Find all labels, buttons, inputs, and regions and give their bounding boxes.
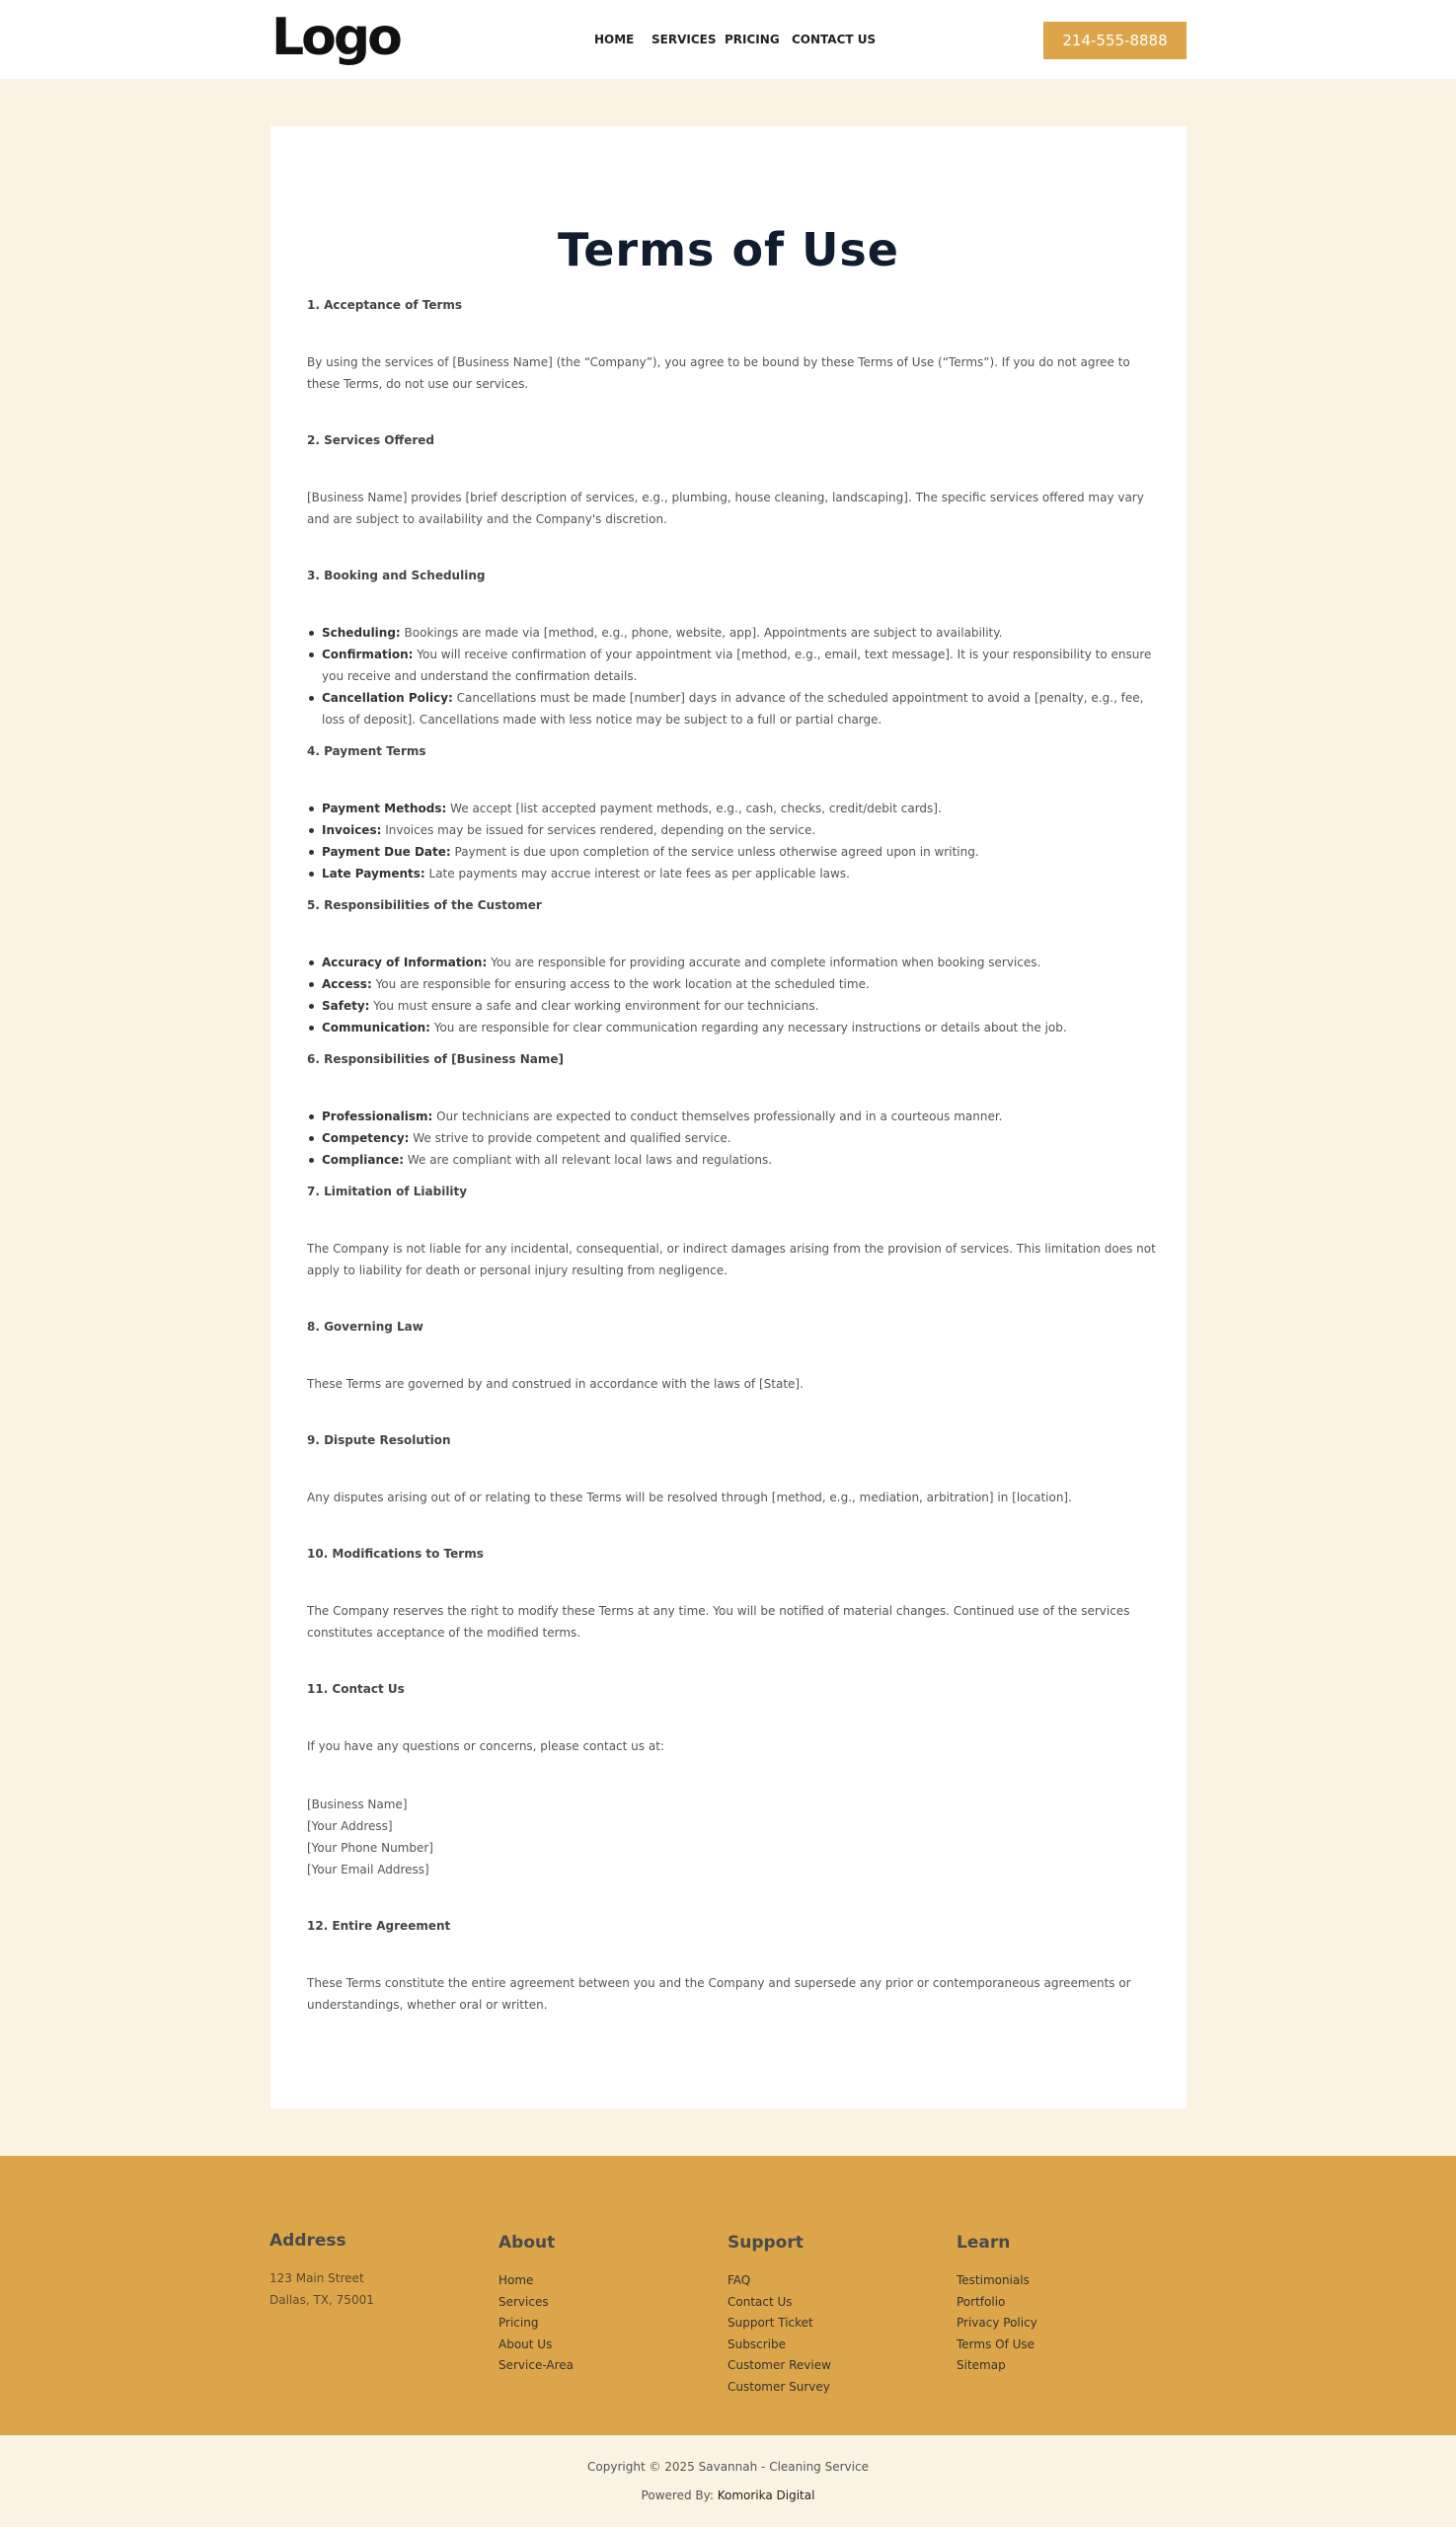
powered-by [0,2489,1456,2502]
item-label: Communication: [322,1021,430,1034]
site-header [0,0,1456,79]
contact-block [307,1794,1166,1880]
section-text: If you have any questions or concerns, please contact us at: [307,1739,664,1753]
section-title: 1. Acceptance of Terms [307,298,463,312]
section-title: 10. Modifications to Terms [307,1547,484,1561]
footer-heading: About [498,2233,556,2253]
footer-link-customer-review[interactable]: Customer Review [728,2358,831,2372]
section-text: [Business Name] provides [brief description of services, e.g., plumbing, house cleaning, landscaping]. The specific services offered may vary and are subject to availability and the Company's discretion. [307,491,1144,526]
nav-home[interactable]: HOME [594,33,635,46]
section-title: 6. Responsibilities of [Business Name] [307,1052,564,1066]
item-label: Access: [322,977,372,991]
footer-link-home[interactable]: Home [498,2273,534,2287]
footer-link-faq[interactable]: FAQ [728,2273,751,2287]
list-item [307,952,1166,973]
section-title: 9. Dispute Resolution [307,1433,451,1447]
footer-link-terms-of-use[interactable]: Terms Of Use [957,2336,1035,2351]
footer-heading: Support [728,2233,804,2253]
footer-heading: Learn [957,2233,1011,2253]
footer-link-service-area[interactable]: Service-Area [498,2358,575,2372]
item-label: Payment Due Date: [322,845,451,859]
list-item [307,973,1166,995]
section-text: The Company is not liable for any incidental, consequential, or indirect damages arising from the provision of services. This limitation does not apply to liability for death or personal injury resulting from negligence. [307,1242,1156,1277]
section-title: 2. Services Offered [307,433,434,447]
footer-address [269,2231,374,2311]
item-label: Competency: [322,1131,410,1145]
footer-heading: Address [269,2231,346,2251]
item-text: We strive to provide competent and qualified service. [409,1131,731,1145]
bullet-list [307,1106,1166,1171]
item-text: You are responsible for clear communication regarding any necessary instructions or details about the job. [429,1021,1067,1034]
logo[interactable]: Logo [271,8,400,67]
item-text: You are responsible for ensuring access to the work location at the scheduled time. [371,977,870,991]
item-label: Invoices: [322,823,382,837]
footer-link-customer-survey[interactable]: Customer Survey [728,2379,830,2394]
footer-about [498,2233,574,2377]
list-item [307,995,1166,1017]
section-title: 5. Responsibilities of the Customer [307,898,542,912]
section-text: These Terms are governed by and construed in accordance with the laws of [State]. [307,1377,804,1391]
item-label: Late Payments: [322,867,425,881]
item-label: Cancellation Policy: [322,691,453,705]
powered-by-link[interactable]: Komorika Digital [717,2489,815,2502]
section-title: 8. Governing Law [307,1320,423,1334]
section-title: 3. Booking and Scheduling [307,569,486,582]
nav-contact-us[interactable]: CONTACT US [792,33,877,46]
contact-phone: [Your Phone Number] [307,1841,433,1855]
item-text: Invoices may be issued for services rendered, depending on the service. [381,823,816,837]
item-label: Accuracy of Information: [322,956,488,969]
list-item [307,687,1166,730]
footer-link-portfolio[interactable]: Portfolio [957,2294,1006,2309]
contact-business-name: [Business Name] [307,1798,408,1811]
list-item [307,622,1166,644]
phone-button[interactable]: 214-555-8888 [1043,22,1187,59]
item-text: You must ensure a safe and clear working environment for our technicians. [369,999,819,1013]
nav-pricing[interactable]: PRICING [725,33,780,46]
item-label: Confirmation: [322,648,414,661]
footer-link-support-ticket[interactable]: Support Ticket [728,2316,813,2330]
footer-link-subscribe[interactable]: Subscribe [728,2336,786,2351]
footer-link-privacy-policy[interactable]: Privacy Policy [957,2316,1037,2330]
footer-link-testimonials[interactable]: Testimonials [957,2273,1030,2287]
main-nav [0,0,1456,79]
item-text: Late payments may accrue interest or late fees as per applicable laws. [424,867,850,881]
section-text: These Terms constitute the entire agreement between you and the Company and supersede any prior or contemporaneous agreements or understandings, whether oral or written. [307,1976,1131,2012]
item-label: Safety: [322,999,370,1013]
powered-by-label: Powered By: [641,2489,718,2502]
item-label: Scheduling: [322,626,401,640]
item-text: You are responsible for providing accurate and complete information when booking services. [487,956,1041,969]
footer-support [728,2233,831,2398]
footer-link-about-us[interactable]: About Us [498,2336,553,2351]
list-item [307,644,1166,687]
address-line: 123 Main Street [269,2271,364,2285]
list-item [307,841,1166,863]
list-item [307,819,1166,841]
nav-services[interactable]: SERVICES [651,33,717,46]
item-text: We accept [list accepted payment methods, e.g., cash, checks, credit/debit cards]. [446,802,942,815]
item-text: Bookings are made via [method, e.g., phone, website, app]. Appointments are subject to availability. [400,626,1003,640]
list-item [307,1017,1166,1038]
item-label: Payment Methods: [322,802,447,815]
item-label: Professionalism: [322,1110,433,1123]
address-line: Dallas, TX, 75001 [269,2292,374,2307]
section-title: 11. Contact Us [307,1682,405,1696]
section-title: 12. Entire Agreement [307,1919,451,1933]
page-title: Terms of Use [557,223,900,276]
content-card [270,126,1187,2108]
footer-bottom-bar [0,2435,1456,2527]
footer-link-pricing[interactable]: Pricing [498,2316,539,2330]
item-text: Payment is due upon completion of the service unless otherwise agreed upon in writing. [450,845,979,859]
terms-document [307,296,1166,2016]
section-text: Any disputes arising out of or relating to these Terms will be resolved through [method, e.g., mediation, arbitration] in [location]. [307,1491,1072,1504]
copyright: Copyright © 2025 Savannah - Cleaning Service [587,2460,869,2474]
item-text: Our technicians are expected to conduct themselves professionally and in a courteous manner. [432,1110,1003,1123]
contact-address: [Your Address] [307,1819,393,1833]
contact-email: [Your Email Address] [307,1863,429,1876]
bullet-list [307,798,1166,884]
item-text: Cancellations must be made [number] days in advance of the scheduled appointment to avoid a [penalty, e.g., fee, loss of deposit]. Cancellations made with less notice may be subject to a full or partial charge. [322,691,1144,727]
item-text: You will receive confirmation of your appointment via [method, e.g., email, text message]. It is your responsibility to ensure you receive and understand the confirmation details. [322,648,1152,683]
section-title: 4. Payment Terms [307,744,426,758]
footer-link-sitemap[interactable]: Sitemap [957,2358,1006,2372]
item-label: Compliance: [322,1153,405,1167]
footer-link-services[interactable]: Services [498,2294,549,2309]
list-item [307,863,1166,884]
list-item [307,1149,1166,1171]
section-title: 7. Limitation of Liability [307,1185,468,1198]
section-text: By using the services of [Business Name] (the “Company”), you agree to be bound by these Terms of Use (“Terms”). If you do not agree to these Terms, do not use our services. [307,355,1130,391]
item-text: We are compliant with all relevant local laws and regulations. [404,1153,773,1167]
bullet-list [307,622,1166,730]
list-item [307,1106,1166,1127]
bullet-list [307,952,1166,1038]
site-footer [0,2156,1456,2435]
footer-link-contact-us[interactable]: Contact Us [728,2294,793,2309]
list-item [307,798,1166,819]
section-text: The Company reserves the right to modify these Terms at any time. You will be notified of material changes. Continued use of the services constitutes acceptance of the modified terms. [307,1604,1130,1640]
footer-learn [957,2233,1037,2377]
list-item [307,1127,1166,1149]
